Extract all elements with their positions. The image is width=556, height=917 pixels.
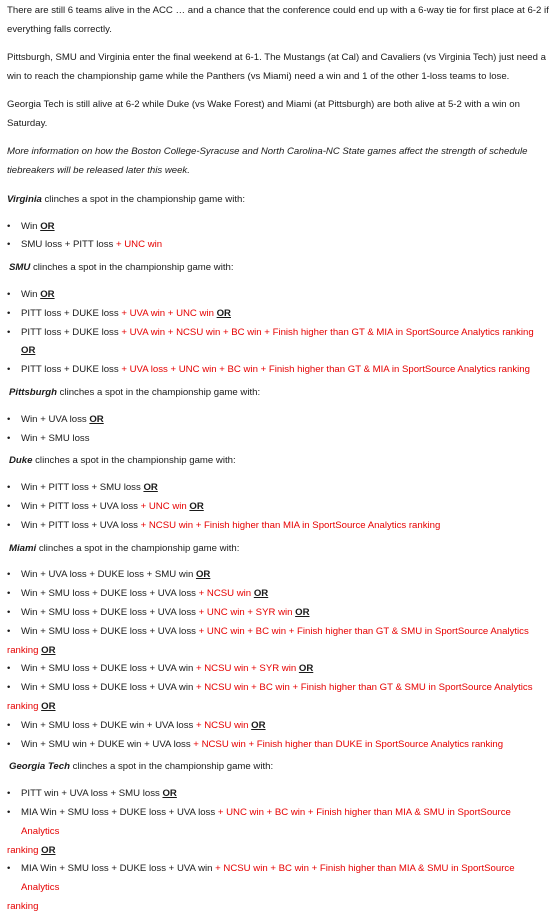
scenario-list-virginia (7, 218, 550, 256)
scenario-list-georgia-tech (7, 785, 550, 917)
or-label: OR (21, 345, 36, 357)
team-name: Duke (9, 455, 33, 467)
scenario-condition: MIA Win + SMU loss + DUKE loss + UVA win (21, 863, 216, 875)
scenario-condition: PITT win + UVA loss + SMU loss (21, 788, 163, 800)
scenario-condition: Win + PITT loss + UVA loss (21, 501, 141, 513)
scenario-condition: Win + SMU loss + DUKE loss + UVA win (21, 663, 196, 675)
intro-paragraph-1: There are still 6 teams alive in the ACC … and a chance that the conference could end up with a 6-way tie for first place at 6-2 if everything falls correctly. (7, 5, 549, 35)
heading-suffix: clinches a spot in the championship game with: (41, 193, 246, 205)
scenario-item (7, 361, 550, 380)
scenario-condition: Win + UVA loss (21, 413, 90, 425)
scenario-item (7, 430, 550, 449)
scenario-extra-condition: + NCSU win + SYR win (195, 663, 299, 675)
scenario-extra-condition-continued (7, 642, 550, 661)
scenario-item (7, 479, 550, 498)
or-label: OR (40, 220, 55, 232)
scenario-extra-condition: + NCSU win + Finish higher than DUKE in SportSource Analytics ranking (193, 738, 504, 750)
heading-duke (7, 452, 550, 471)
scenario-item (7, 566, 550, 585)
scenario-condition: Win + SMU win + DUKE win + UVA loss (21, 738, 194, 750)
team-name: Miami (9, 542, 37, 554)
intro-paragraph-3: Georgia Tech is still alive at 6-2 while Duke (vs Wake Forest) and Miami (at Pittsburgh) are both alive at 5-2 with a win on Saturday. (7, 99, 520, 129)
scenario-item (7, 804, 550, 860)
heading-suffix: clinches a spot in the championship game with: (30, 262, 234, 274)
scenario-extra-condition: + UNC win + BC win + Finish higher than MIA & SMU in SportSource Analytics (21, 806, 511, 837)
scenario-extra-condition-continued (7, 698, 550, 717)
or-label: OR (253, 588, 269, 600)
team-name: SMU (9, 262, 31, 274)
scenario-condition: Win + PITT loss + SMU loss (21, 482, 144, 494)
scenario-condition: PITT loss + DUKE loss (21, 307, 122, 319)
heading-suffix: clinches a spot in the championship game with: (32, 455, 236, 467)
scenario-extra-condition: + UVA win + UNC win (121, 307, 217, 319)
scenario-item (7, 736, 550, 755)
scenario-item (7, 411, 550, 430)
or-label: OR (89, 413, 104, 425)
more-info-note: More information on how the Boston College-Syracuse and North Carolina-NC State games affect the strength of schedule tiebreakers will be released later this week. (7, 146, 528, 177)
scenario-condition: MIA Win + SMU loss + DUKE loss + UVA loss (21, 806, 218, 818)
or-label: OR (40, 289, 55, 301)
heading-suffix: clinches a spot in the championship game with: (69, 761, 274, 773)
team-name: Virginia (7, 193, 42, 205)
or-label: OR (295, 607, 310, 619)
or-label: OR (189, 501, 204, 513)
scenario-item (7, 679, 550, 717)
scenario-condition: PITT loss + DUKE loss (21, 326, 122, 338)
heading-suffix: clinches a spot in the championship game with: (56, 387, 261, 399)
scenario-item (7, 785, 550, 804)
or-label: OR (41, 644, 56, 656)
scenario-item (7, 498, 550, 517)
scenario-extra-condition: + NCSU win (195, 719, 252, 731)
scenario-item (7, 860, 550, 916)
scenario-condition: Win + SMU loss + DUKE loss + UVA loss (21, 588, 199, 600)
scenario-item (7, 218, 550, 237)
scenario-condition: Win + SMU loss + DUKE loss + UVA win (21, 682, 196, 694)
scenario-extra-condition: + UVA win + NCSU win + BC win + Finish higher than GT & MIA in SportSource Analytics ranking (121, 326, 534, 338)
or-label: OR (251, 719, 266, 731)
scenario-condition: Win + UVA loss + DUKE loss + SMU win (21, 569, 196, 581)
scenario-item (7, 324, 550, 362)
scenario-extra-condition-text: ranking (7, 900, 39, 912)
scenario-extra-condition: + NCSU win + Finish higher than MIA in SportSource Analytics ranking (140, 519, 441, 531)
heading-smu (7, 259, 550, 278)
heading-suffix: clinches a spot in the championship game with: (36, 542, 240, 554)
or-label: OR (41, 844, 56, 856)
scenario-item (7, 305, 550, 324)
scenario-item (7, 604, 550, 623)
scenario-item (7, 286, 550, 305)
scenario-condition: Win + PITT loss + UVA loss (21, 519, 141, 531)
scenario-extra-condition: + UNC win (140, 501, 190, 513)
or-label: OR (162, 788, 177, 800)
scenario-list-miami (7, 566, 550, 754)
scenario-item (7, 585, 550, 604)
scenario-extra-condition: + NCSU win + BC win + Finish higher than MIA & SMU in SportSource Analytics (21, 863, 515, 894)
scenario-extra-condition: + UNC win + SYR win (198, 607, 296, 619)
scenario-item (7, 660, 550, 679)
scenario-extra-condition-text: ranking (7, 701, 42, 712)
scenario-item (7, 623, 550, 661)
scenario-extra-condition: + UNC win (115, 239, 163, 251)
scenario-list-smu (7, 286, 550, 380)
scenario-condition: Win (21, 220, 41, 232)
or-label: OR (216, 307, 231, 319)
scenario-item (7, 236, 550, 255)
team-sections (7, 191, 550, 917)
scenario-item (7, 517, 550, 536)
or-label: OR (195, 569, 211, 581)
scenario-condition: Win + SMU loss + DUKE win + UVA loss (21, 719, 196, 731)
team-name: Pittsburgh (9, 387, 57, 399)
scenario-condition: SMU loss + PITT loss (21, 239, 116, 251)
scenario-list-pittsburgh (7, 411, 550, 449)
scenario-condition: Win + SMU loss + DUKE loss + UVA loss (21, 607, 199, 619)
scenario-condition: Win + SMU loss (21, 432, 90, 444)
scenario-extra-condition-continued (7, 898, 550, 917)
scenario-item (7, 717, 550, 736)
heading-miami (7, 540, 550, 559)
intro-paragraph-2: Pittsburgh, SMU and Virginia enter the final weekend at 6-1. The Mustangs (at Cal) and Cavaliers (vs Virginia Tech) just need a win to reach the championship game while the Panthers (vs Miami) need a win and 1 of the other 1-loss teams to lose. (7, 52, 546, 82)
scenario-extra-condition: + NCSU win (198, 588, 254, 600)
heading-georgia-tech (7, 758, 550, 777)
scenario-extra-condition: + UNC win + BC win + Finish higher than GT & SMU in SportSource Analytics (198, 625, 529, 637)
or-label: OR (143, 482, 158, 494)
scenario-condition: Win (21, 289, 41, 301)
scenario-extra-condition: + NCSU win + BC win + Finish higher than GT & SMU in SportSource Analytics (195, 682, 533, 694)
scenario-list-duke (7, 479, 550, 535)
team-name: Georgia Tech (9, 761, 70, 773)
or-label: OR (298, 663, 314, 675)
scenario-condition: PITT loss + DUKE loss (21, 364, 122, 376)
scenario-extra-condition-continued (7, 842, 550, 861)
scenario-extra-condition-text: ranking (7, 644, 42, 656)
scenario-extra-condition-text: ranking (7, 844, 42, 856)
or-label: OR (41, 701, 56, 712)
heading-pittsburgh (7, 384, 550, 403)
scenario-extra-condition: + UVA loss + UNC win + BC win + Finish higher than GT & MIA in SportSource Analytics ranking (121, 364, 530, 376)
scenario-condition: Win + SMU loss + DUKE loss + UVA loss (21, 625, 199, 637)
heading-virginia (7, 191, 550, 210)
